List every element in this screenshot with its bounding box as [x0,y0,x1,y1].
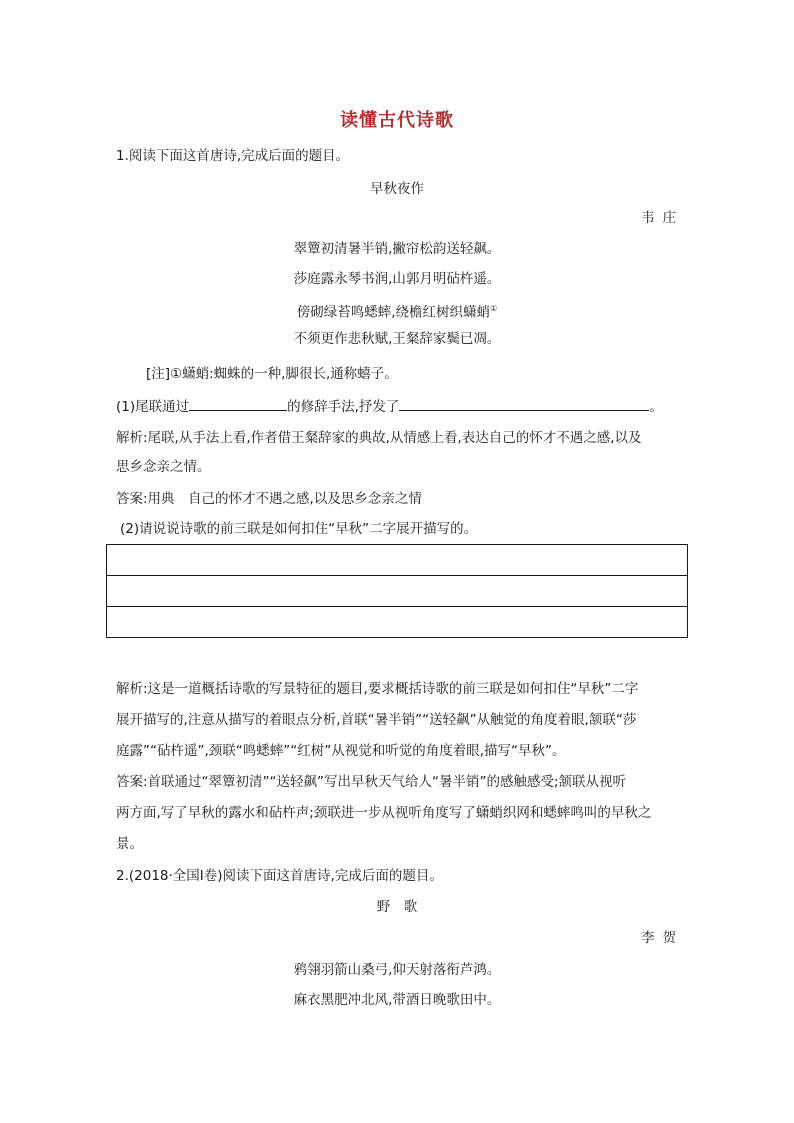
sub-question-1-part-b: 的修辞手法,抒发了 [287,399,400,415]
poem-1-line-1: 翠簟初清暑半销,撇帘松韵送轻飙。 [293,241,501,257]
poem-2-line-1: 鸦翎羽箭山桑弓,仰天射落衔芦鸿。 [293,962,501,978]
analysis-2-line-1: 解析:这是一道概括诗歌的写景特征的题目,要求概括诗歌的前三联是如何扣住“早秋”二字 [116,681,639,697]
answer-box[interactable] [106,544,688,638]
poem-1-note: [注]①蟏蛸:蜘蛛的一种,脚很长,通称蟢子。 [146,366,398,382]
poem-1-line-3-text: 傍砌绿苔鸣蟋蟀,绕檐红树织蟏蛸 [296,304,491,321]
answer-2-line-1: 答案:首联通过“翠簟初清”“送轻飙”写出早秋天气给人“暑半销”的感触感受;颔联从视听 [116,774,627,790]
poem-2-title: 野 歌 [376,899,418,915]
sub-question-1-part-a: (1)尾联通过 [116,399,190,415]
sub-question-1-part-c: 。 [649,399,663,415]
sub-question-2: (2)请说说诗歌的前三联是如何扣住“早秋”二字展开描写的。 [120,521,478,537]
poem-2-author: 李贺 [641,930,684,946]
poem-1-title: 早秋夜作 [370,181,424,197]
answer-2-line-2: 两方面,写了早秋的露水和砧杵声;颈联进一步从视听角度写了蟏蛸织网和蟋蟀鸣叫的早秋之 [116,805,652,821]
analysis-2-line-3: 庭露”“砧杵遥”,颈联“鸣蟋蟀”“红树”从视觉和听觉的角度着眼,描写“早秋”。 [116,743,566,759]
answer-box-row[interactable] [107,607,687,638]
answer-blank-1[interactable] [189,397,287,411]
sub-question-1 [116,397,663,416]
answer-blank-2[interactable] [399,397,649,411]
poem-1-line-4: 不须更作悲秋赋,王粲辞家鬓已凋。 [293,331,501,347]
analysis-2-line-2: 展开描写的,注意从描写的着眼点分析,首联“暑半销”“送轻飙”从触觉的角度着眼,颔联“莎 [116,712,637,728]
answer-2-line-3: 景。 [116,836,143,852]
poem-1-line-2: 莎庭露永琴书润,山郭月明砧杵遥。 [293,271,501,287]
answer-box-row[interactable] [107,545,687,576]
question-1-prompt: 1.阅读下面这首唐诗,完成后面的题目。 [116,148,350,164]
page-title: 读懂古代诗歌 [340,110,454,131]
question-2-prompt: 2.(2018·全国Ⅰ卷)阅读下面这首唐诗,完成后面的题目。 [116,868,443,884]
poem-1-author: 韦庄 [641,210,684,226]
poem-2-line-2: 麻衣黑肥冲北风,带酒日晚歌田中。 [293,992,501,1008]
poem-1-line-3 [0,300,794,322]
analysis-1-line-1: 解析:尾联,从手法上看,作者借王粲辞家的典故,从情感上看,表达自己的怀才不遇之感,以及 [116,430,642,446]
answer-1: 答案:用典 自己的怀才不遇之感,以及思乡念亲之情 [116,491,422,507]
answer-box-row[interactable] [107,576,687,607]
footnote-mark: ① [490,304,498,313]
analysis-1-line-2: 思乡念亲之情。 [116,459,211,475]
